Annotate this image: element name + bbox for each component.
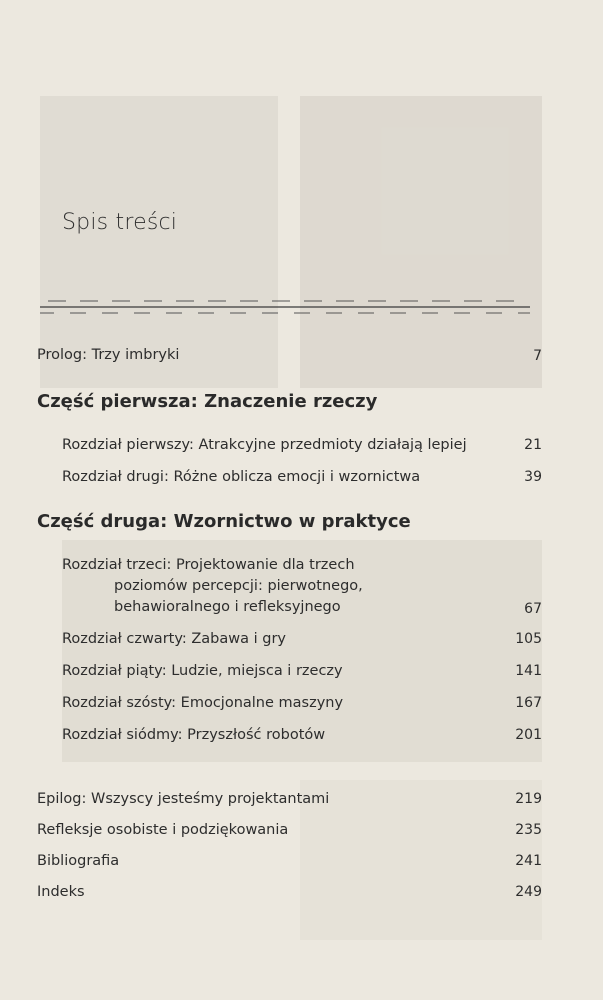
toc-part-heading-1[interactable]: Część pierwsza: Znaczenie rzeczy <box>37 391 378 412</box>
toc-entry-ch5[interactable]: Rozdział piąty: Ludzie, miejsca i rzeczy <box>62 663 343 679</box>
toc-page-ch2: 39 <box>524 469 542 485</box>
toc-entry-ch1[interactable]: Rozdział pierwszy: Atrakcyjne przedmioty działają lepiej <box>62 437 467 453</box>
toc-page-ch5: 141 <box>515 663 542 679</box>
toc-page-reflections: 235 <box>515 822 542 838</box>
toc-entry-ch4[interactable]: Rozdział czwarty: Zabawa i gry <box>62 631 287 647</box>
toc-entry-ch3-line2: poziomów percepcji: pierwotnego, <box>114 578 363 594</box>
toc-entry-epilog[interactable]: Epilog: Wszyscy jesteśmy projektantami <box>37 791 330 807</box>
toc-page-ch3: 67 <box>524 601 542 617</box>
toc-page-bibliography: 241 <box>515 853 542 869</box>
toc-page-prolog: 7 <box>533 348 542 364</box>
toc-entry-reflections[interactable]: Refleksje osobiste i podziękowania <box>37 822 289 838</box>
show-through-block <box>300 96 542 388</box>
toc-entry-prolog[interactable]: Prolog: Trzy imbryki <box>37 347 180 363</box>
page-title: Spis treści <box>62 210 178 235</box>
toc-page-ch6: 167 <box>515 695 542 711</box>
toc-page-epilog: 219 <box>515 791 542 807</box>
toc-entry-index[interactable]: Indeks <box>37 884 85 900</box>
toc-entry-ch2[interactable]: Rozdział drugi: Różne oblicza emocji i wzornictwa <box>62 469 421 485</box>
toc-page-ch7: 201 <box>515 727 542 743</box>
toc-entry-bibliography[interactable]: Bibliografia <box>37 853 120 869</box>
toc-entry-ch3-line1: Rozdział trzeci: Projektowanie dla trzech <box>62 557 355 573</box>
toc-page-ch4: 105 <box>515 631 542 647</box>
toc-entry-ch6[interactable]: Rozdział szósty: Emocjonalne maszyny <box>62 695 344 711</box>
toc-entry-ch3[interactable] <box>62 555 363 618</box>
toc-part-heading-2[interactable]: Część druga: Wzornictwo w praktyce <box>37 511 411 532</box>
toc-entry-ch7[interactable]: Rozdział siódmy: Przyszłość robotów <box>62 727 326 743</box>
show-through-block <box>300 780 542 940</box>
toc-entry-ch3-line3: behawioralnego i refleksyjnego <box>114 599 341 615</box>
toc-page-index: 249 <box>515 884 542 900</box>
decorative-divider <box>40 296 530 318</box>
toc-page-ch1: 21 <box>524 437 542 453</box>
